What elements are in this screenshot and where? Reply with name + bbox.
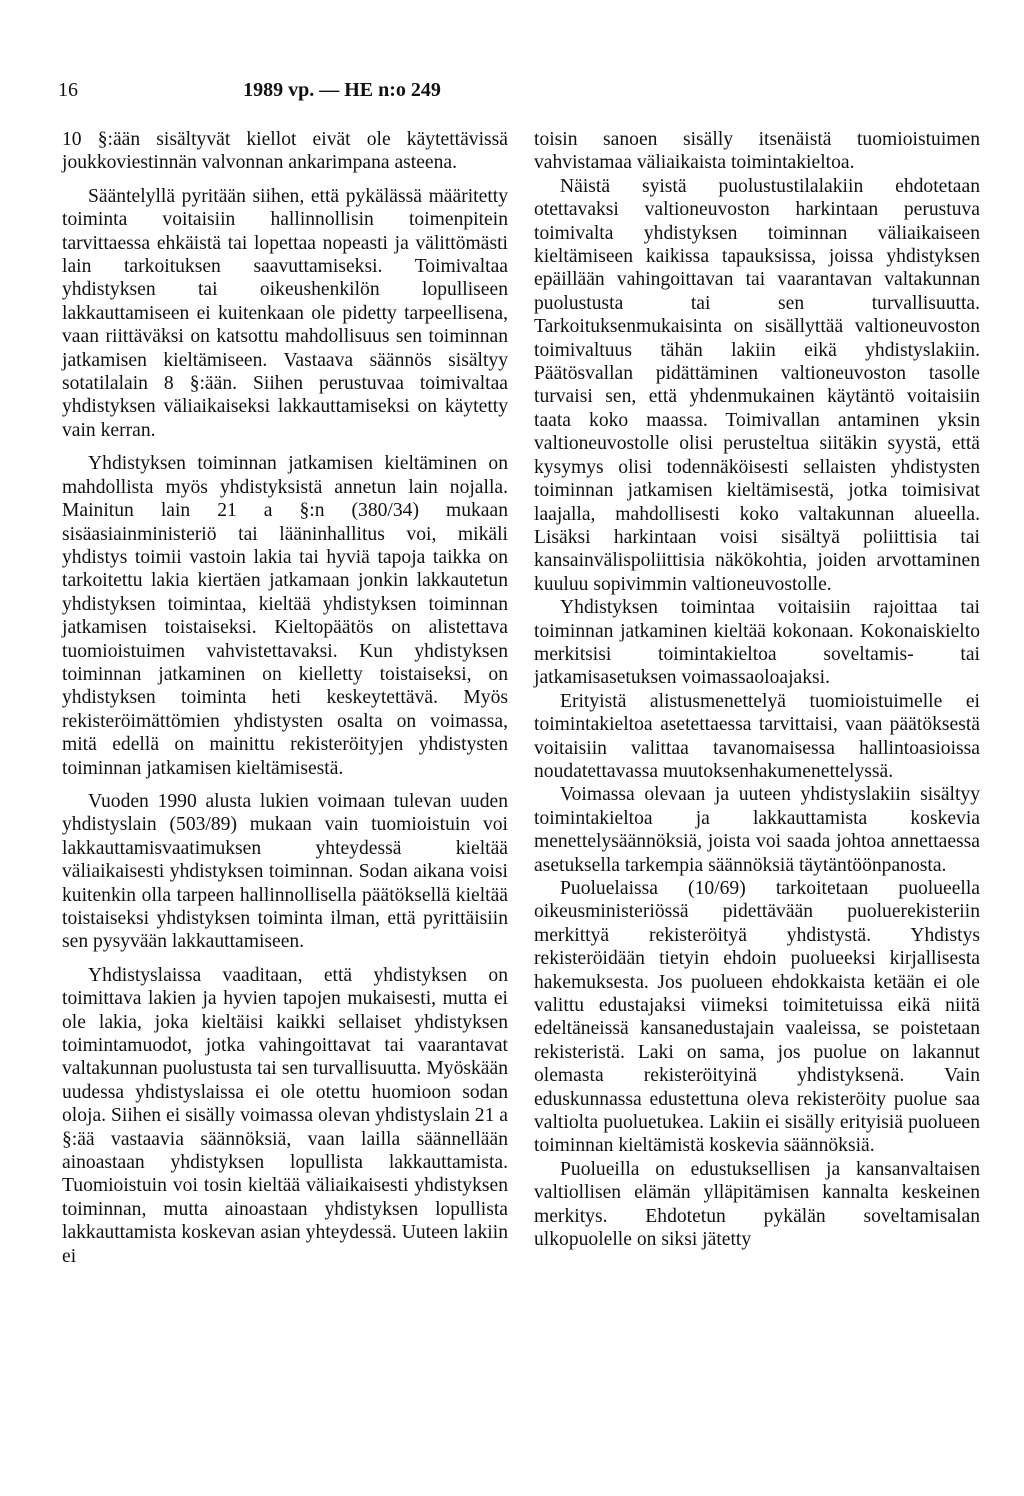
paragraph: Voimassa olevaan ja uuteen yhdistyslakiin sisältyy toimintakieltoa ja lakkauttamista koskevia menettelysäännöksiä, joista voi saada johtoa annettaessa asetuksella tarkempia säännöksiä täytäntöönpanosta. [534, 784, 980, 876]
right-column [534, 128, 980, 1252]
paragraph: Yhdistyksen toimintaa voitaisiin rajoittaa tai toiminnan jatkaminen kieltää kokonaan. Kokonaiskielto merkitsisi toimintakieltoa soveltamis- tai jatkamisasetuksen voimassaoloajaksi. [534, 597, 980, 689]
paragraph: toisin sanoen sisälly itsenäistä tuomioistuimen vahvistamaa väliaikaista toimintakieltoa. [534, 129, 980, 174]
left-column [62, 128, 508, 1278]
page-number: 16 [58, 79, 78, 101]
paragraph: Erityistä alistusmenettelyä tuomioistuimelle ei toimintakieltoa asetettaessa tarvittaisi, vaan päätöksestä voitaisiin valittaa tavanomaisessa hallintoasioissa noudatettavassa muutoksenhakumenettelyssä. [534, 690, 980, 782]
paragraph: Sääntelyllä pyritään siihen, että pykälässä määritetty toiminta voitaisiin hallinnollisin toimenpitein tarvittaessa ehkäistä tai lopettaa nopeasti ja välittömästi lain tarkoituksen saavuttamiseksi. Toimivaltaa yhdistyksen tai oikeushenkilön lopulliseen lakkauttamiseen ei kuitenkaan ole pidetty tarpeellisena, vaan riittäväksi on katsottu mahdollisuus sen toiminnan jatkamisen kieltämiseen. Vastaava säännös sisältyy sotatilalain 8 §:ään. Siihen perustuvaa toimivaltaa yhdistyksen väliaikaiseksi lakkauttamiseksi on käytetty vain kerran. [62, 185, 508, 441]
page-header [58, 76, 626, 104]
paragraph: 10 §:ään sisältyvät kiellot eivät ole käytettävissä joukkoviestinnän valvonnan ankarimpana asteena. [62, 129, 508, 174]
paragraph: Näistä syistä puolustustilalakiin ehdotetaan otettavaksi valtioneuvoston harkintaan perustuva toimivalta yhdistyksen toiminnan väliaikaiseen kieltämiseen kaikissa tapauksissa, joissa yhdistyksen epäillään vahingoittavan tai vaarantavan valtakunnan puolustusta tai sen turvallisuutta. Tarkoituksenmukaisinta on sisällyttää valtioneuvoston toimivaltuus tähän lakiin eikä yhdistyslakiin. Päätösvallan pidättäminen valtioneuvoston tasolle turvaisi sen, että yhdenmukainen käytäntö voitaisiin taata koko maassa. Toimivallan antaminen yksin valtioneuvostolle olisi perusteltua siitäkin syystä, että kysymys olisi todennäköisesti sellaisten yhdistysten toiminnan jatkamisen kieltämisestä, jotka toimisivat laajalla, mahdollisesti koko valtakunnan alueella. Lisäksi harkintaan voisi sisältyä poliittisia tai kansainvälispoliittisia näkökohtia, joiden arvottaminen kuuluu sopivimmin valtioneuvostolle. [534, 175, 980, 595]
paragraph: Vuoden 1990 alusta lukien voimaan tulevan uuden yhdistyslain (503/89) mukaan vain tuomioistuin voi lakkauttamisvaatimuksen yhteydessä kieltää väliaikaisesti yhdistyksen toiminnan. Sodan aikana voisi kuitenkin olla tarpeen hallinnollisella päätöksellä kieltää toistaiseksi yhdistyksen toiminta ilman, että pyrittäisiin sen pysyvään lakkauttamiseen. [62, 790, 508, 953]
running-title: 1989 vp. — HE n:o 249 [243, 79, 441, 101]
paragraph: Yhdistyslaissa vaaditaan, että yhdistyksen on toimittava lakien ja hyvien tapojen mukaisesti, mutta ei ole lakia, joka kieltäisi kaikki sellaiset yhdistyksen toimintamuodot, jotka vahingoittavat tai vaarantavat valtakunnan puolustusta tai sen turvallisuutta. Myöskään uudessa yhdistyslaissa ei ole otettu huomioon sodan oloja. Siihen ei sisälly voimassa olevan yhdistyslain 21 a §:ää vastaavia säännöksiä, vaan lailla säännellään ainoastaan yhdistyksen lopullista lakkauttamista. Tuomioistuin voi tosin kieltää väliaikaisesti yhdistyksen toiminnan, mutta ainoastaan yhdistyksen lopullista lakkauttamista koskevan asian yhteydessä. Uuteen lakiin ei [62, 964, 508, 1267]
paragraph: Yhdistyksen toiminnan jatkamisen kieltäminen on mahdollista myös yhdistyksistä annetun lain nojalla. Mainitun lain 21 a §:n (380/34) mukaan sisäasiainministeriö tai lääninhallitus voi, mikäli yhdistys toimii vastoin lakia tai hyviä tapoja taikka on tarkoitettu lakia kiertäen jatkamaan jonkin lakkautetun yhdistyksen toimintaa, kieltää yhdistyksen toiminnan jatkamisen toistaiseksi. Kieltopäätös on alistettava tuomioistuimen vahvistettavaksi. Kun yhdistyksen toiminnan jatkaminen on kielletty toistaiseksi, on yhdistyksen toiminta heti keskeytettävä. Myös rekisteröimättömien yhdistysten osalta on voimassa, mitä edellä on mainittu rekisteröityjen yhdistysten toiminnan jatkamisen kieltämisestä. [62, 453, 508, 779]
paragraph: Puolueilla on edustuksellisen ja kansanvaltaisen valtiollisen elämän ylläpitämisen kannalta keskeinen merkitys. Ehdotetun pykälän soveltamisalan ulkopuolelle on siksi jätetty [534, 1158, 980, 1251]
paragraph: Puoluelaissa (10/69) tarkoitetaan puolueella oikeusministeriössä pidettävään puoluerekisteriin merkittyä rekisteröityä yhdistystä. Yhdistys rekisteröidään tietyin ehdoin puolueeksi kirjallisesta hakemuksesta. Jos puolueen ehdokkaista ketään ei ole valittu edustajaksi viimeksi toimitetuissa eikä niitä edeltäneissä kansanedustajain vaaleissa, se poistetaan rekisteristä. Laki on sama, jos puolue on lakannut olemasta rekisteröityinä yhdistyksenä. Vain eduskunnassa edustettuna oleva rekisteröity puolue saa valtiolta puoluetukea. Lakiin ei sisälly erityisiä puolueen toiminnan kieltämistä koskevia säännöksiä. [534, 878, 980, 1157]
